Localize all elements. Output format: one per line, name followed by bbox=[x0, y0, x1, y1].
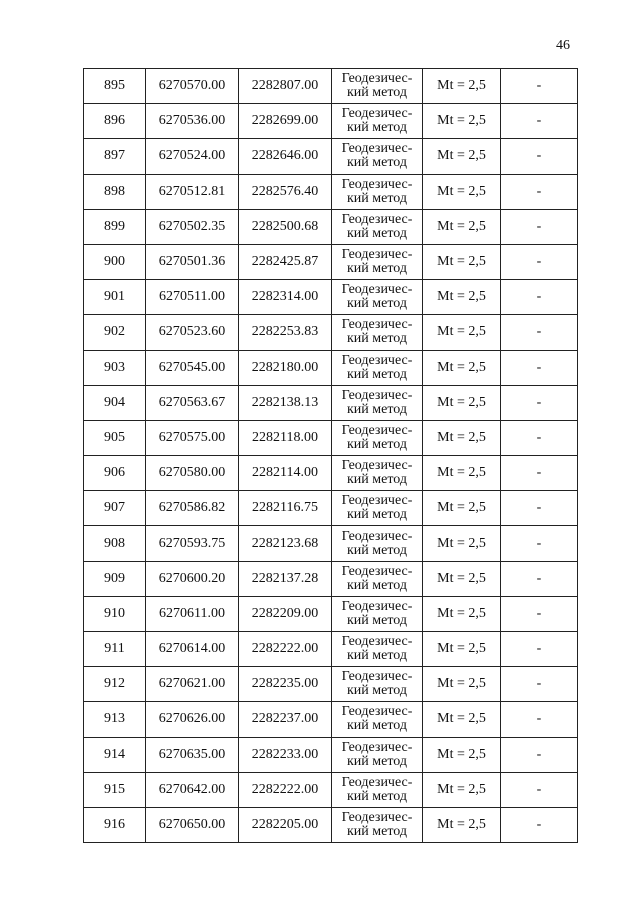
table-row bbox=[84, 772, 578, 807]
note-cell: - bbox=[501, 315, 578, 350]
accuracy-cell: Mt = 2,5 bbox=[423, 139, 501, 174]
accuracy-cell: Mt = 2,5 bbox=[423, 315, 501, 350]
coordinate-y-cell: 2282118.00 bbox=[239, 420, 332, 455]
note-cell: - bbox=[501, 491, 578, 526]
method-text-line: кий метод bbox=[346, 612, 407, 628]
coordinate-x-cell: 6270611.00 bbox=[146, 596, 239, 631]
coordinate-x-cell: 6270593.75 bbox=[146, 526, 239, 561]
method-cell bbox=[332, 526, 423, 561]
note-cell: - bbox=[501, 139, 578, 174]
accuracy-cell: Mt = 2,5 bbox=[423, 491, 501, 526]
point-number-cell: 916 bbox=[84, 807, 146, 842]
coordinate-y-cell: 2282576.40 bbox=[239, 174, 332, 209]
accuracy-cell: Mt = 2,5 bbox=[423, 209, 501, 244]
coordinate-x-cell: 6270524.00 bbox=[146, 139, 239, 174]
accuracy-cell: Mt = 2,5 bbox=[423, 772, 501, 807]
method-text-line: Геодезичес- bbox=[341, 704, 413, 720]
method-text-line: Геодезичес- bbox=[341, 282, 413, 298]
table-row bbox=[84, 315, 578, 350]
point-number-cell: 909 bbox=[84, 561, 146, 596]
coordinate-x-cell: 6270502.35 bbox=[146, 209, 239, 244]
method-text-line: Геодезичес- bbox=[341, 810, 413, 826]
method-cell bbox=[332, 174, 423, 209]
method-text-line: кий метод bbox=[346, 683, 407, 699]
coordinate-y-cell: 2282253.83 bbox=[239, 315, 332, 350]
method-cell bbox=[332, 561, 423, 596]
coordinate-x-cell: 6270536.00 bbox=[146, 104, 239, 139]
coordinate-y-cell: 2282222.00 bbox=[239, 772, 332, 807]
note-cell: - bbox=[501, 526, 578, 561]
point-number-cell: 901 bbox=[84, 280, 146, 315]
point-number-cell: 897 bbox=[84, 139, 146, 174]
table-row bbox=[84, 807, 578, 842]
table-row bbox=[84, 526, 578, 561]
accuracy-cell: Mt = 2,5 bbox=[423, 174, 501, 209]
point-number-cell: 910 bbox=[84, 596, 146, 631]
point-number-cell: 905 bbox=[84, 420, 146, 455]
method-cell bbox=[332, 244, 423, 279]
note-cell: - bbox=[501, 385, 578, 420]
coordinate-x-cell: 6270642.00 bbox=[146, 772, 239, 807]
method-text-line: Геодезичес- bbox=[341, 598, 413, 614]
coordinates-table-body bbox=[84, 69, 578, 843]
coordinate-x-cell: 6270635.00 bbox=[146, 737, 239, 772]
table-row bbox=[84, 104, 578, 139]
method-text-line: Геодезичес- bbox=[341, 528, 413, 544]
accuracy-cell: Mt = 2,5 bbox=[423, 526, 501, 561]
coordinate-x-cell: 6270501.36 bbox=[146, 244, 239, 279]
method-cell bbox=[332, 350, 423, 385]
page-number: 46 bbox=[556, 38, 570, 53]
point-number-cell: 903 bbox=[84, 350, 146, 385]
accuracy-cell: Mt = 2,5 bbox=[423, 807, 501, 842]
method-text-line: Геодезичес- bbox=[341, 176, 413, 192]
method-text-line: кий метод bbox=[346, 366, 407, 382]
method-text-line: Геодезичес- bbox=[341, 634, 413, 650]
coordinate-y-cell: 2282114.00 bbox=[239, 456, 332, 491]
note-cell: - bbox=[501, 667, 578, 702]
table-row bbox=[84, 632, 578, 667]
coordinate-x-cell: 6270523.60 bbox=[146, 315, 239, 350]
method-text-line: Геодезичес- bbox=[341, 563, 413, 579]
method-text-line: Геодезичес- bbox=[341, 493, 413, 509]
method-text-line: кий метод bbox=[346, 542, 407, 558]
point-number-cell: 904 bbox=[84, 385, 146, 420]
method-text-line: кий метод bbox=[346, 225, 407, 241]
note-cell: - bbox=[501, 632, 578, 667]
table-row bbox=[84, 596, 578, 631]
point-number-cell: 913 bbox=[84, 702, 146, 737]
table-row bbox=[84, 280, 578, 315]
note-cell: - bbox=[501, 104, 578, 139]
note-cell: - bbox=[501, 244, 578, 279]
method-cell bbox=[332, 632, 423, 667]
method-text-line: кий метод bbox=[346, 788, 407, 804]
note-cell: - bbox=[501, 174, 578, 209]
coordinate-y-cell: 2282222.00 bbox=[239, 632, 332, 667]
method-text-line: кий метод bbox=[346, 472, 407, 488]
note-cell: - bbox=[501, 596, 578, 631]
method-cell bbox=[332, 280, 423, 315]
method-text-line: кий метод bbox=[346, 85, 407, 101]
table-row bbox=[84, 737, 578, 772]
method-cell bbox=[332, 772, 423, 807]
coordinate-x-cell: 6270570.00 bbox=[146, 69, 239, 104]
table-row bbox=[84, 385, 578, 420]
method-cell bbox=[332, 491, 423, 526]
accuracy-cell: Mt = 2,5 bbox=[423, 385, 501, 420]
method-cell bbox=[332, 702, 423, 737]
coordinate-x-cell: 6270626.00 bbox=[146, 702, 239, 737]
coordinate-y-cell: 2282500.68 bbox=[239, 209, 332, 244]
table-row bbox=[84, 491, 578, 526]
note-cell: - bbox=[501, 350, 578, 385]
method-text-line: Геодезичес- bbox=[341, 71, 413, 87]
method-text-line: кий метод bbox=[346, 120, 407, 136]
point-number-cell: 914 bbox=[84, 737, 146, 772]
method-text-line: кий метод bbox=[346, 577, 407, 593]
point-number-cell: 899 bbox=[84, 209, 146, 244]
point-number-cell: 906 bbox=[84, 456, 146, 491]
accuracy-cell: Mt = 2,5 bbox=[423, 280, 501, 315]
note-cell: - bbox=[501, 209, 578, 244]
method-cell bbox=[332, 104, 423, 139]
method-text-line: Геодезичес- bbox=[341, 141, 413, 157]
accuracy-cell: Mt = 2,5 bbox=[423, 244, 501, 279]
coordinate-x-cell: 6270621.00 bbox=[146, 667, 239, 702]
method-cell bbox=[332, 667, 423, 702]
note-cell: - bbox=[501, 737, 578, 772]
method-text-line: Геодезичес- bbox=[341, 774, 413, 790]
method-text-line: кий метод bbox=[346, 824, 407, 840]
method-text-line: Геодезичес- bbox=[341, 458, 413, 474]
method-text-line: кий метод bbox=[346, 507, 407, 523]
table-row bbox=[84, 174, 578, 209]
note-cell: - bbox=[501, 561, 578, 596]
coordinate-y-cell: 2282123.68 bbox=[239, 526, 332, 561]
method-cell bbox=[332, 737, 423, 772]
coordinate-y-cell: 2282205.00 bbox=[239, 807, 332, 842]
accuracy-cell: Mt = 2,5 bbox=[423, 702, 501, 737]
method-text-line: Геодезичес- bbox=[341, 669, 413, 685]
point-number-cell: 895 bbox=[84, 69, 146, 104]
table-row bbox=[84, 139, 578, 174]
note-cell: - bbox=[501, 807, 578, 842]
accuracy-cell: Mt = 2,5 bbox=[423, 456, 501, 491]
coordinate-y-cell: 2282180.00 bbox=[239, 350, 332, 385]
method-text-line: кий метод bbox=[346, 296, 407, 312]
note-cell: - bbox=[501, 772, 578, 807]
note-cell: - bbox=[501, 702, 578, 737]
coordinate-y-cell: 2282235.00 bbox=[239, 667, 332, 702]
coordinate-x-cell: 6270600.20 bbox=[146, 561, 239, 596]
method-text-line: кий метод bbox=[346, 190, 407, 206]
coordinate-x-cell: 6270512.81 bbox=[146, 174, 239, 209]
point-number-cell: 911 bbox=[84, 632, 146, 667]
coordinate-y-cell: 2282116.75 bbox=[239, 491, 332, 526]
coordinate-y-cell: 2282237.00 bbox=[239, 702, 332, 737]
coordinate-x-cell: 6270545.00 bbox=[146, 350, 239, 385]
method-cell bbox=[332, 209, 423, 244]
coordinate-x-cell: 6270563.67 bbox=[146, 385, 239, 420]
accuracy-cell: Mt = 2,5 bbox=[423, 420, 501, 455]
accuracy-cell: Mt = 2,5 bbox=[423, 737, 501, 772]
method-text-line: Геодезичес- bbox=[341, 422, 413, 438]
point-number-cell: 900 bbox=[84, 244, 146, 279]
point-number-cell: 898 bbox=[84, 174, 146, 209]
accuracy-cell: Mt = 2,5 bbox=[423, 69, 501, 104]
note-cell: - bbox=[501, 69, 578, 104]
coordinate-y-cell: 2282425.87 bbox=[239, 244, 332, 279]
coordinate-y-cell: 2282233.00 bbox=[239, 737, 332, 772]
method-cell bbox=[332, 456, 423, 491]
method-cell bbox=[332, 139, 423, 174]
note-cell: - bbox=[501, 280, 578, 315]
method-text-line: Геодезичес- bbox=[341, 352, 413, 368]
accuracy-cell: Mt = 2,5 bbox=[423, 561, 501, 596]
coordinate-y-cell: 2282209.00 bbox=[239, 596, 332, 631]
method-text-line: кий метод bbox=[346, 648, 407, 664]
coordinate-x-cell: 6270575.00 bbox=[146, 420, 239, 455]
point-number-cell: 915 bbox=[84, 772, 146, 807]
point-number-cell: 907 bbox=[84, 491, 146, 526]
table-row bbox=[84, 209, 578, 244]
accuracy-cell: Mt = 2,5 bbox=[423, 632, 501, 667]
method-text-line: кий метод bbox=[346, 331, 407, 347]
coordinate-y-cell: 2282138.13 bbox=[239, 385, 332, 420]
coordinate-x-cell: 6270614.00 bbox=[146, 632, 239, 667]
method-cell bbox=[332, 315, 423, 350]
method-cell bbox=[332, 69, 423, 104]
coordinate-y-cell: 2282314.00 bbox=[239, 280, 332, 315]
table-row bbox=[84, 244, 578, 279]
coordinate-y-cell: 2282646.00 bbox=[239, 139, 332, 174]
coordinate-y-cell: 2282137.28 bbox=[239, 561, 332, 596]
method-text-line: Геодезичес- bbox=[341, 106, 413, 122]
method-cell bbox=[332, 807, 423, 842]
accuracy-cell: Mt = 2,5 bbox=[423, 667, 501, 702]
coordinate-x-cell: 6270511.00 bbox=[146, 280, 239, 315]
method-cell bbox=[332, 385, 423, 420]
table-row bbox=[84, 350, 578, 385]
method-text-line: Геодезичес- bbox=[341, 387, 413, 403]
table-row bbox=[84, 456, 578, 491]
method-cell bbox=[332, 596, 423, 631]
note-cell: - bbox=[501, 420, 578, 455]
table-row bbox=[84, 702, 578, 737]
table-row bbox=[84, 69, 578, 104]
method-text-line: Геодезичес- bbox=[341, 247, 413, 263]
point-number-cell: 902 bbox=[84, 315, 146, 350]
method-text-line: кий метод bbox=[346, 753, 407, 769]
coordinate-x-cell: 6270580.00 bbox=[146, 456, 239, 491]
table-row bbox=[84, 667, 578, 702]
method-cell bbox=[332, 420, 423, 455]
method-text-line: кий метод bbox=[346, 155, 407, 171]
table-row bbox=[84, 420, 578, 455]
coordinate-y-cell: 2282699.00 bbox=[239, 104, 332, 139]
table-row bbox=[84, 561, 578, 596]
accuracy-cell: Mt = 2,5 bbox=[423, 104, 501, 139]
method-text-line: Геодезичес- bbox=[341, 211, 413, 227]
method-text-line: кий метод bbox=[346, 261, 407, 277]
accuracy-cell: Mt = 2,5 bbox=[423, 596, 501, 631]
point-number-cell: 908 bbox=[84, 526, 146, 561]
coordinate-y-cell: 2282807.00 bbox=[239, 69, 332, 104]
coordinate-x-cell: 6270650.00 bbox=[146, 807, 239, 842]
coordinate-x-cell: 6270586.82 bbox=[146, 491, 239, 526]
point-number-cell: 912 bbox=[84, 667, 146, 702]
method-text-line: Геодезичес- bbox=[341, 739, 413, 755]
note-cell: - bbox=[501, 456, 578, 491]
point-number-cell: 896 bbox=[84, 104, 146, 139]
method-text-line: кий метод bbox=[346, 401, 407, 417]
method-text-line: Геодезичес- bbox=[341, 317, 413, 333]
method-text-line: кий метод bbox=[346, 718, 407, 734]
method-text-line: кий метод bbox=[346, 436, 407, 452]
accuracy-cell: Mt = 2,5 bbox=[423, 350, 501, 385]
coordinates-table bbox=[83, 68, 578, 843]
